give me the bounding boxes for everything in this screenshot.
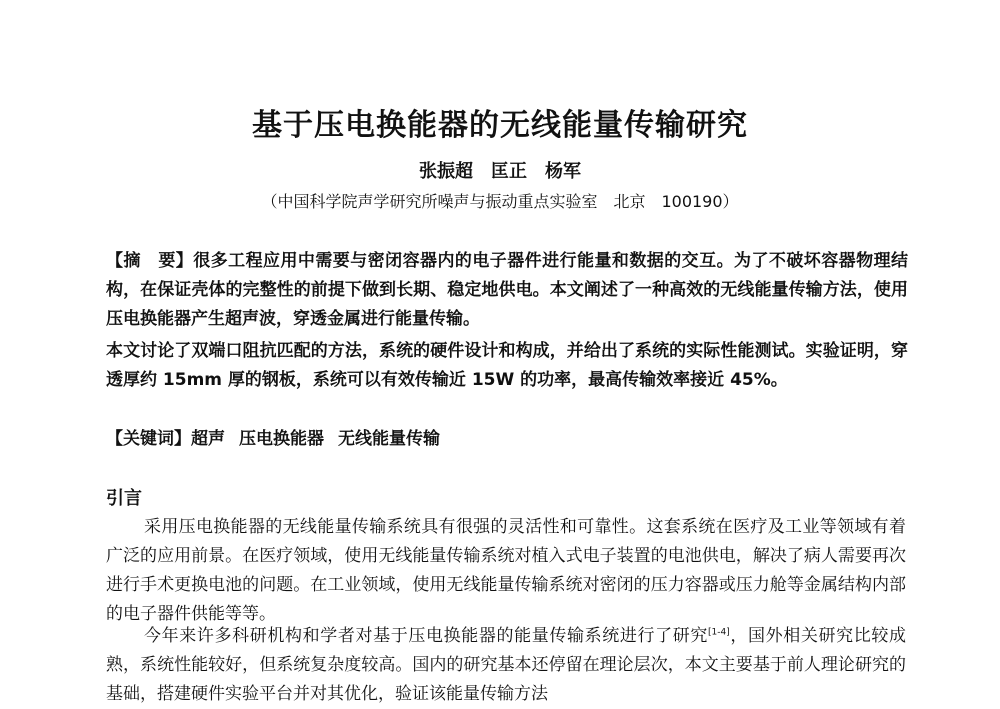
- intro-paragraph-2: [106, 622, 906, 709]
- paper-authors: 张振超 匡正 杨军: [419, 161, 581, 182]
- intro-paragraph-1: 采用压电换能器的无线能量传输系统具有很强的灵活性和可靠性。这套系统在医疗及工业等领域有着广泛的应用前景。在医疗领域，使用无线能量传输系统对植入式电子装置的电池供电，解决了病人需要再次进行手术更换电池的问题。在工业领域，使用无线能量传输系统对密闭的压力容器或压力舱等金属结构内部的电子器件供能等等。: [106, 517, 906, 624]
- section-heading-introduction: 引言: [106, 488, 142, 509]
- keyword-1: 超声: [191, 429, 225, 449]
- paper-title: 基于压电换能器的无线能量传输研究: [252, 108, 748, 143]
- abstract-text-1: 很多工程应用中需要与密闭容器内的电子器件进行能量和数据的交互。为了不破坏容器物理结构，在保证壳体的完整性的前提下做到长期、稳定地供电。本文阐述了一种高效的无线能量传输方法，使用压电换能器产生超声波，穿透金属进行能量传输。: [106, 251, 909, 329]
- abstract-paragraph-2: 本文讨论了双端口阻抗匹配的方法，系统的硬件设计和构成，并给出了系统的实际性能测试。实验证明，穿透厚约 15mm 厚的钢板，系统可以有效传输近 15W 的功率，最高传输效率接近 45%。: [106, 341, 908, 390]
- paper-affiliation: （中国科学院声学研究所噪声与振动重点实验室 北京 100190）: [261, 192, 739, 211]
- intro-text-2b: ，国外相关研究比较成熟，系统性能较好，但系统复杂度较高。国内的研究基本还停留在理论层次，本文主要基于前人理论研究的基础，搭建硬件实验平台并对其优化，验证该能量传输方法: [106, 626, 907, 704]
- keywords-label: 【关键词】: [106, 429, 191, 449]
- keywords-line: [106, 424, 454, 449]
- abstract-paragraph-1: [106, 247, 908, 334]
- abstract-label: 【摘 要】: [106, 251, 194, 271]
- citation-ref: [1-4]: [708, 627, 730, 638]
- keyword-3: 无线能量传输: [338, 429, 440, 449]
- intro-text-2a: 今年来许多科研机构和学者对基于压电换能器的能量传输系统进行了研究: [144, 626, 709, 646]
- keyword-2: 压电换能器: [239, 429, 324, 449]
